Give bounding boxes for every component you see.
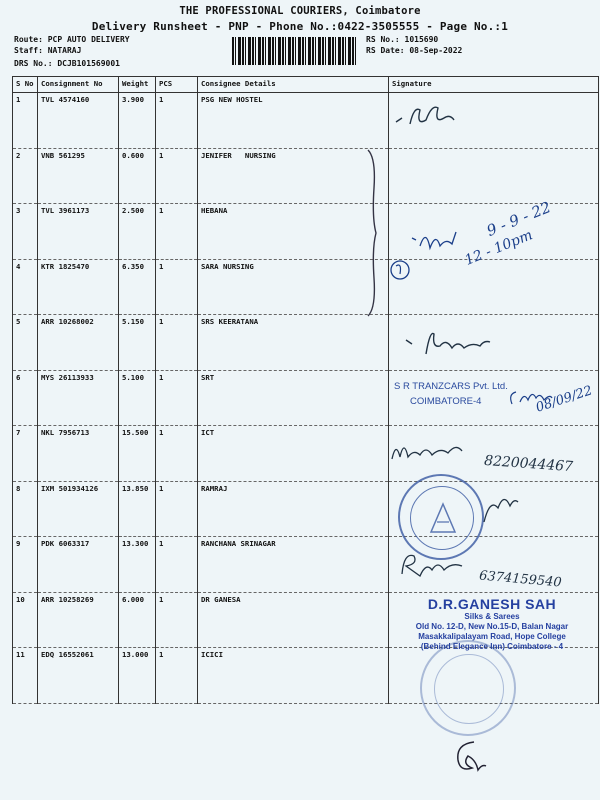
cell-consignee: ICICI <box>198 648 389 704</box>
handwritten-date-row3: 9 - 9 - 22 <box>484 198 554 240</box>
cell-consignee: SARA NURSING <box>198 259 389 315</box>
cell-pcs: 1 <box>156 426 198 482</box>
staff-label: Staff: NATARAJ <box>14 46 82 55</box>
cell-sno: 6 <box>13 370 38 426</box>
shop-stamp-row10 <box>392 596 592 652</box>
runsheet-subtitle: Delivery Runsheet - PNP - Phone No.:0422-3505555 - Page No.:1 <box>91 20 509 33</box>
cell-pcs: 1 <box>156 481 198 537</box>
col-consignee: Consignee Details <box>198 77 389 93</box>
handwritten-date-row6: 08/09/22 <box>534 383 595 416</box>
cell-weight: 2.500 <box>119 204 156 260</box>
cell-consignment: MYS 26113933 <box>38 370 119 426</box>
col-pcs: PCS <box>156 77 198 93</box>
cell-consignee: SRS KEERATANA <box>198 315 389 371</box>
table-row <box>13 148 599 204</box>
signature-row5 <box>404 326 494 360</box>
cell-consignee: HEBANA <box>198 204 389 260</box>
signature-row7 <box>390 435 480 465</box>
col-weight: Weight <box>119 77 156 93</box>
rs-date: RS Date: 08-Sep-2022 <box>366 46 463 55</box>
cell-consignment: TVL 4574160 <box>38 93 119 149</box>
barcode <box>232 37 358 65</box>
cell-consignee: SRT <box>198 370 389 426</box>
cell-weight: 0.600 <box>119 148 156 204</box>
cell-consignment: VNB 561295 <box>38 148 119 204</box>
table-row <box>13 259 599 315</box>
cell-consignment: ARR 10258269 <box>38 592 119 648</box>
table-header-row <box>13 77 599 93</box>
bottom-initial <box>448 738 488 778</box>
cell-pcs: 1 <box>156 592 198 648</box>
drs-number: DRS No.: DCJB101569001 <box>14 59 120 68</box>
cell-pcs: 1 <box>156 537 198 593</box>
cell-weight: 13.000 <box>119 648 156 704</box>
table-row <box>13 93 599 149</box>
signature-row9 <box>398 546 468 580</box>
cell-consignee: ICT <box>198 426 389 482</box>
cell-consignee: PSG NEW HOSTEL <box>198 93 389 149</box>
cell-consignee: JENIFER NURSING <box>198 148 389 204</box>
col-signature: Signature <box>389 77 599 93</box>
cell-consignment: ARR 10268002 <box>38 315 119 371</box>
cell-pcs: 1 <box>156 648 198 704</box>
cell-pcs: 1 <box>156 93 198 149</box>
col-consignment: Consignment No <box>38 77 119 93</box>
cell-pcs: 1 <box>156 204 198 260</box>
cell-sno: 11 <box>13 648 38 704</box>
cell-consignment: PDK 6063317 <box>38 537 119 593</box>
cell-weight: 6.350 <box>119 259 156 315</box>
cell-consignee: RANCHANA SRINAGAR <box>198 537 389 593</box>
cell-consignee: DR GANESA <box>198 592 389 648</box>
cell-pcs: 1 <box>156 259 198 315</box>
rs-number: RS No.: 1015690 <box>366 35 439 44</box>
cell-pcs: 1 <box>156 315 198 371</box>
cell-consignment: EDQ 16552061 <box>38 648 119 704</box>
col-sno: S No <box>13 77 38 93</box>
cell-consignment: TVL 3961173 <box>38 204 119 260</box>
shop-address-line: Old No. 12-D, New No.15-D, Balan Nagar <box>415 622 569 631</box>
cell-weight: 3.900 <box>119 93 156 149</box>
cell-sno: 9 <box>13 537 38 593</box>
shop-address-line: (Behind Elegance Inn) Coimbatore - 4 <box>420 642 564 651</box>
signature-row8 <box>480 488 520 528</box>
cell-weight: 15.500 <box>119 426 156 482</box>
shop-name: D.R.GANESH SAH <box>427 596 557 612</box>
cell-weight: 13.300 <box>119 537 156 593</box>
cell-consignment: NKL 7956713 <box>38 426 119 482</box>
cell-consignee: RAMRAJ <box>198 481 389 537</box>
faint-round-seal <box>420 640 516 736</box>
cell-weight: 5.100 <box>119 370 156 426</box>
handwritten-phone-row8: 8220044467 <box>483 452 574 476</box>
signature-row1 <box>392 96 472 132</box>
cell-consignment: KTR 1825470 <box>38 259 119 315</box>
table-row <box>13 426 599 482</box>
cell-weight: 6.000 <box>119 592 156 648</box>
stamp-company-row6: S R TRANZCARS Pvt. Ltd. <box>394 381 508 392</box>
handwritten-phone-row9: 6374159540 <box>478 568 563 591</box>
cell-pcs: 1 <box>156 148 198 204</box>
cell-sno: 5 <box>13 315 38 371</box>
table-row <box>13 315 599 371</box>
shop-line: Silks & Sarees <box>464 612 520 621</box>
route-label: Route: PCP AUTO DELIVERY <box>14 35 130 44</box>
cell-sno: 8 <box>13 481 38 537</box>
cell-signature <box>389 148 599 204</box>
cell-weight: 5.150 <box>119 315 156 371</box>
shop-address-line: Masakkalipalayam Road, Hope College <box>418 632 566 641</box>
cell-sno: 2 <box>13 148 38 204</box>
cell-sno: 7 <box>13 426 38 482</box>
company-title: THE PROFESSIONAL COURIERS, Coimbatore <box>179 5 421 17</box>
stamp-city-row6: COIMBATORE-4 <box>410 396 482 407</box>
cell-pcs: 1 <box>156 370 198 426</box>
cell-sno: 3 <box>13 204 38 260</box>
cell-sno: 10 <box>13 592 38 648</box>
cell-sno: 1 <box>13 93 38 149</box>
cell-weight: 13.850 <box>119 481 156 537</box>
cell-consignment: IXM 501934126 <box>38 481 119 537</box>
cell-sno: 4 <box>13 259 38 315</box>
handwritten-time-row3: 12 - 10pm <box>462 227 535 269</box>
seal-emblem <box>428 502 458 536</box>
brace-mark <box>364 148 380 318</box>
